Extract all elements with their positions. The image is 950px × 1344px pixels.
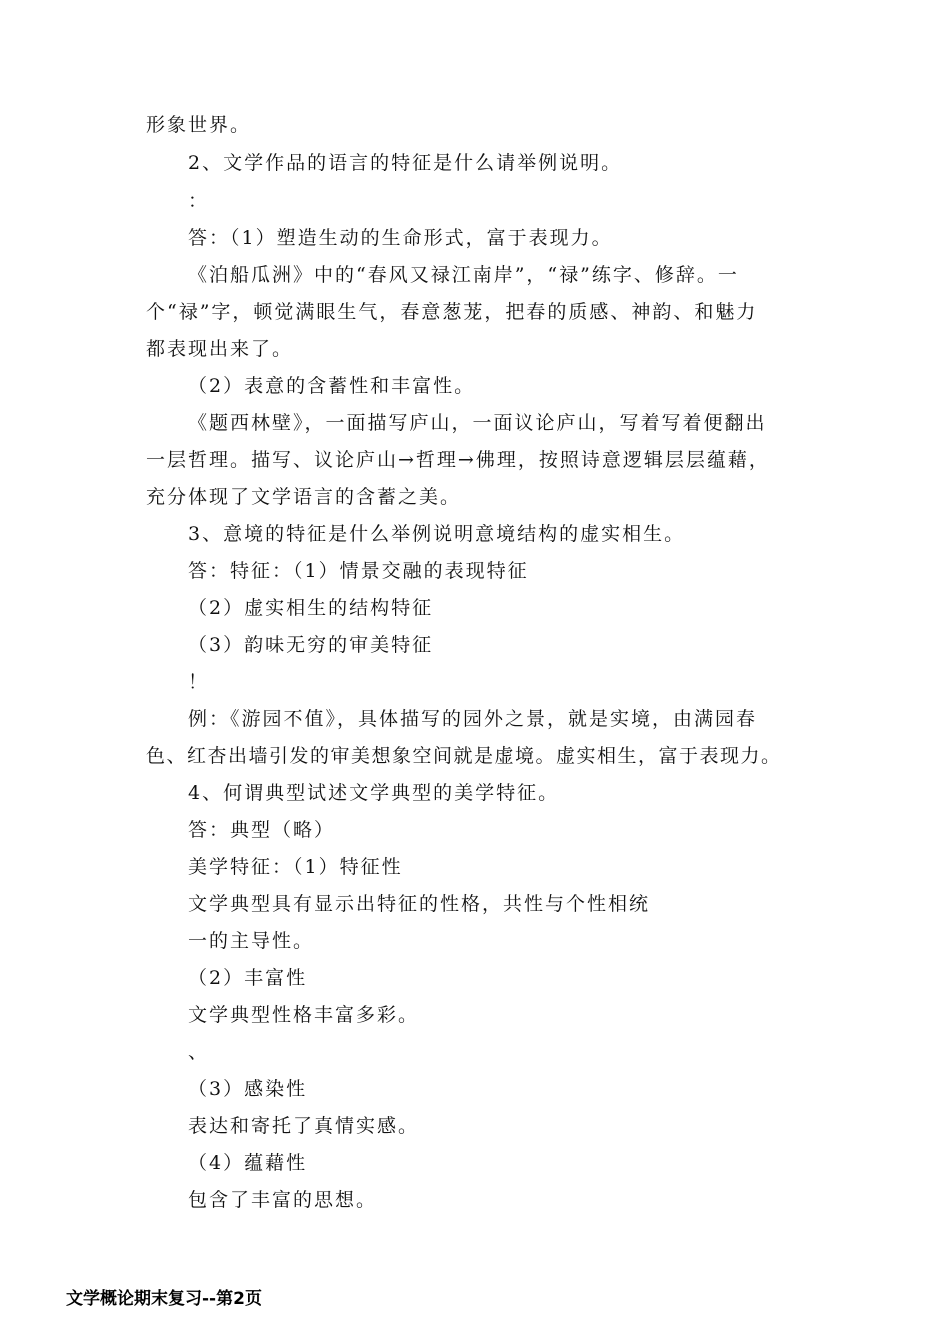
text-line: （2）表意的含蓄性和丰富性。 — [188, 375, 476, 397]
text-line: 都表现出来了。 — [146, 338, 294, 360]
text-line: （3）韵味无穷的审美特征 — [188, 634, 434, 656]
text-line: （2）虚实相生的结构特征 — [188, 597, 434, 619]
text-line: 一的主导性。 — [188, 930, 315, 952]
text-line: 例：《游园不值》，具体描写的园外之景，就是实境，由满园春 — [188, 708, 758, 730]
text-line: 《泊船瓜洲》中的“春风又禄江南岸”，“禄”练字、修辞。一 — [188, 264, 739, 286]
text-line: （3）感染性 — [188, 1078, 308, 1100]
text-line: 一层哲理。描写、议论庐山→哲理→佛理，按照诗意逻辑层层蕴藉， — [146, 449, 770, 471]
answer-line: 答：（1）塑造生动的生命形式，富于表现力。 — [188, 227, 613, 249]
question-heading: 4、何谓典型试述文学典型的美学特征。 — [188, 782, 560, 804]
text-line: ： — [188, 190, 210, 212]
page-footer: 文学概论期末复习--第2页 — [66, 1289, 262, 1309]
text-line: （2）丰富性 — [188, 967, 308, 989]
text-line: 个“禄”字，顿觉满眼生气，春意葱茏，把春的质感、神韵、和魅力 — [146, 301, 758, 323]
text-line: 文学典型性格丰富多彩。 — [188, 1004, 420, 1026]
question-heading: 3、意境的特征是什么举例说明意境结构的虚实相生。 — [188, 523, 686, 545]
text-line: 美学特征：（1）特征性 — [188, 856, 403, 878]
text-line: 文学典型具有显示出特征的性格，共性与个性相统 — [188, 893, 651, 915]
text-line: 充分体现了文学语言的含蓄之美。 — [146, 486, 462, 508]
text-line: 表达和寄托了真情实感。 — [188, 1115, 420, 1137]
text-line: （4）蕴藉性 — [188, 1152, 308, 1174]
text-line: 形象世界。 — [146, 114, 252, 136]
text-line: ！ — [188, 671, 210, 693]
question-heading: 2、文学作品的语言的特征是什么请举例说明。 — [188, 152, 623, 174]
text-line: 色、红杏出墙引发的审美想象空间就是虚境。虚实相生，富于表现力。 — [146, 745, 782, 767]
answer-line: 答：典型（略） — [188, 819, 336, 841]
answer-line: 答：特征：（1）情景交融的表现特征 — [188, 560, 529, 582]
text-line: 、 — [188, 1041, 210, 1063]
text-line: 《题西林壁》，一面描写庐山，一面议论庐山，写着写着便翻出 — [188, 412, 767, 434]
text-line: 包含了丰富的思想。 — [188, 1189, 378, 1211]
